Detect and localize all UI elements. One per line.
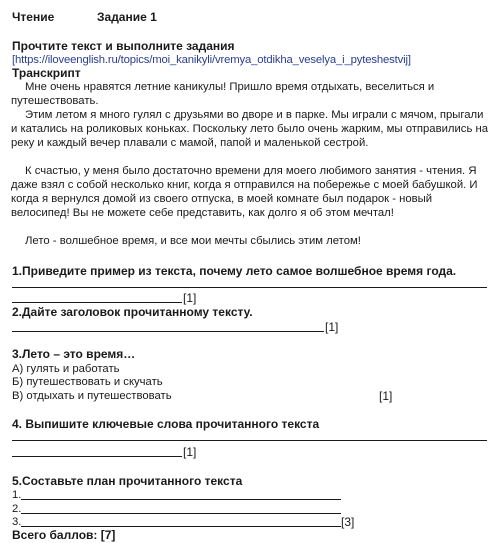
paragraph-3: К счастью, у меня было достаточно времени для моего любимого занятия - чтения. Я даже взял с собой несколько книг, когда я отправился на побережье с моей бабушкой. И когда я вернулся домой из своего отпуска, в моей комнате был подарок - новый велосипед! Вы не можете себе представить, как долго я об этом мечтал!: [11, 165, 478, 219]
transcript-title: Транскрипт: [12, 66, 81, 80]
question-4: 4. Выпишите ключевые слова прочитанного текста: [12, 417, 320, 431]
plan-item-3: 3.: [12, 516, 22, 528]
plan-line-1[interactable]: [21, 499, 341, 500]
paragraph-1: Мне очень нравятся летние каникулы! Пришло время отдыхать, веселиться и путешествовать.: [11, 81, 435, 107]
paragraph-4: Лето - волшебное время, и все мои мечты сбылись этим летом!: [25, 235, 361, 247]
paragraph-2: Этим летом я много гулял с друзьями во дворе и в парке. Мы играли с мячом, прыгали и катались на роликовых коньках. Поскольку лето было очень жарким, мы отправились на реку и каждый вечер плавали с мамой, папой и маленькой сестрой.: [11, 109, 488, 149]
plan-item-2: 2.: [12, 503, 22, 515]
question-3: 3.Лето – это время…: [12, 347, 136, 361]
task-label: Задание 1: [97, 10, 157, 24]
q1-score: [1]: [183, 291, 197, 305]
answer-line-1b[interactable]: [12, 302, 182, 303]
q3-score: [1]: [379, 389, 393, 403]
question-2: 2.Дайте заголовок прочитанному тексту.: [12, 305, 253, 319]
plan-item-1: 1.: [12, 489, 22, 501]
question-5: 5.Составьте план прочитанного текста: [12, 474, 243, 488]
source-link[interactable]: [https://iloveenglish.ru/topics/moi_kanikyli/vremya_otdikha_veselya_i_pyteshestvij]: [12, 54, 411, 66]
answer-line-4b[interactable]: [12, 456, 182, 457]
q4-score: [1]: [183, 445, 197, 459]
q3-option-b[interactable]: Б) путешествовать и скучать: [12, 376, 163, 388]
q2-score: [1]: [325, 320, 339, 334]
q5-score: [3]: [341, 515, 355, 529]
answer-line-4a[interactable]: [12, 440, 487, 441]
q3-option-c[interactable]: В) отдыхать и путешествовать: [12, 390, 172, 402]
subject-label: Чтение: [12, 10, 55, 24]
instruction: Прочтите текст и выполните задания: [12, 39, 235, 53]
answer-line-2[interactable]: [12, 331, 324, 332]
plan-line-2[interactable]: [21, 513, 341, 514]
question-1: 1.Приведите пример из текста, почему лето самое волшебное время года.: [12, 264, 457, 278]
total-score: Всего баллов: [7]: [12, 528, 116, 542]
plan-line-3[interactable]: [21, 526, 341, 527]
answer-line-1a[interactable]: [12, 287, 487, 288]
q3-option-a[interactable]: А) гулять и работать: [12, 363, 120, 375]
